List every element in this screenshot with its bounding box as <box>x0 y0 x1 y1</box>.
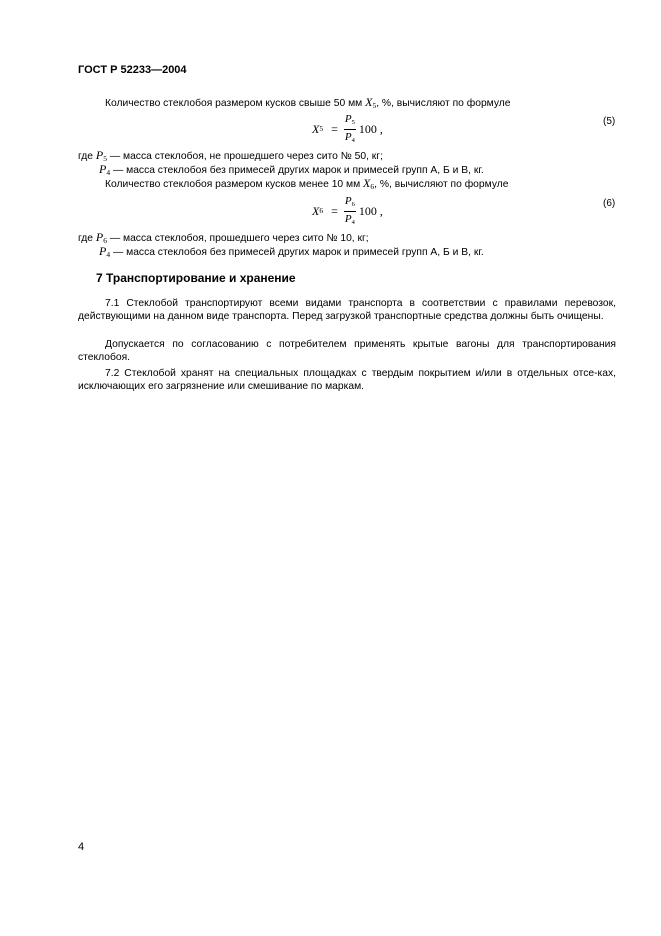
numerator-sub: 6 <box>351 201 355 208</box>
where-definition: — масса стеклобоя, не прошедшего через сито № 50, кг; <box>106 151 383 162</box>
formula-lhs-variable: X <box>312 122 320 137</box>
formula-lhs-sub: 5 <box>319 124 324 134</box>
where-variable-sub: 5 <box>103 154 107 163</box>
where-variable: P <box>95 148 104 162</box>
paragraph-7-1: 7.1 Стеклобой транспортируют всеми видами транспорта в соответствии с правилами перевозок, действующими на данном виде транспорта. Перед загрузкой транспортные средства должны быть очищены. <box>78 298 616 322</box>
formula-fraction <box>344 113 356 146</box>
formula-5 <box>312 113 383 146</box>
denominator-variable: P <box>344 131 352 143</box>
formula-lhs-variable: X <box>312 204 320 219</box>
intro-text-after: , %, вычисляют по формуле <box>376 98 511 109</box>
formula-5-intro <box>105 96 625 113</box>
section-heading: 7 Транспортирование и хранение <box>96 271 296 285</box>
where-definition: — масса стеклобоя без примесей других марок и примесей групп А, Б и В, кг. <box>110 247 484 258</box>
intro-variable-sub: 5 <box>372 101 377 110</box>
numerator-variable: P <box>344 195 352 207</box>
intro-text-before: Количество стеклобоя размером кусков менее 10 мм <box>105 179 364 190</box>
formula-fraction <box>344 195 356 228</box>
formula-factor: 100 , <box>358 204 383 219</box>
formula-denominator <box>345 212 355 228</box>
formula-numerator <box>344 195 356 212</box>
where-variable-sub: 4 <box>106 250 111 259</box>
denominator-sub: 4 <box>351 219 355 226</box>
intro-variable: X <box>365 95 373 109</box>
where-line-p4 <box>99 245 484 262</box>
document-header: ГОСТ Р 52233—2004 <box>78 64 187 76</box>
where-prefix: где <box>78 233 96 244</box>
formula-numerator <box>344 113 356 130</box>
formula-equals: = <box>331 122 338 137</box>
where-definition: — масса стеклобоя без примесей других марок и примесей групп А, Б и В, кг. <box>110 165 484 176</box>
paragraph-permission: Допускается по согласованию с потребителем применять крытые вагоны для транспортирования стеклобоя. <box>78 339 616 363</box>
intro-variable: X <box>363 176 371 190</box>
where-variable-sub: 4 <box>106 168 111 177</box>
paragraph-7-2: 7.2 Стеклобой хранят на специальных площадках с твердым покрытием и/или в отдельных отсе-ках, исключающих его загрязнение или смешивание по маркам. <box>78 368 616 392</box>
numerator-sub: 5 <box>351 119 355 126</box>
formula-equals: = <box>331 204 338 219</box>
formula-6 <box>312 195 383 228</box>
where-definition: — масса стеклобоя, прошедшего через сито № 10, кг; <box>106 233 369 244</box>
where-variable: P <box>99 244 107 258</box>
intro-variable-sub: 6 <box>370 182 375 191</box>
formula-denominator <box>345 130 355 146</box>
formula-lhs-sub: 6 <box>319 206 324 216</box>
denominator-variable: P <box>344 213 352 225</box>
where-prefix: где <box>78 151 96 162</box>
intro-text-after: , %, вычисляют по формуле <box>374 179 509 190</box>
denominator-sub: 4 <box>351 137 355 144</box>
equation-number-6: (6) <box>603 198 616 209</box>
page-number: 4 <box>78 841 85 853</box>
intro-text-before: Количество стеклобоя размером кусков свыше 50 мм <box>105 98 366 109</box>
where-variable: P <box>99 162 107 176</box>
numerator-variable: P <box>344 113 352 125</box>
formula-6-intro <box>105 177 625 194</box>
where-variable: P <box>95 230 104 244</box>
formula-factor: 100 , <box>358 122 383 137</box>
equation-number-5: (5) <box>603 116 616 127</box>
where-variable-sub: 6 <box>103 236 107 245</box>
